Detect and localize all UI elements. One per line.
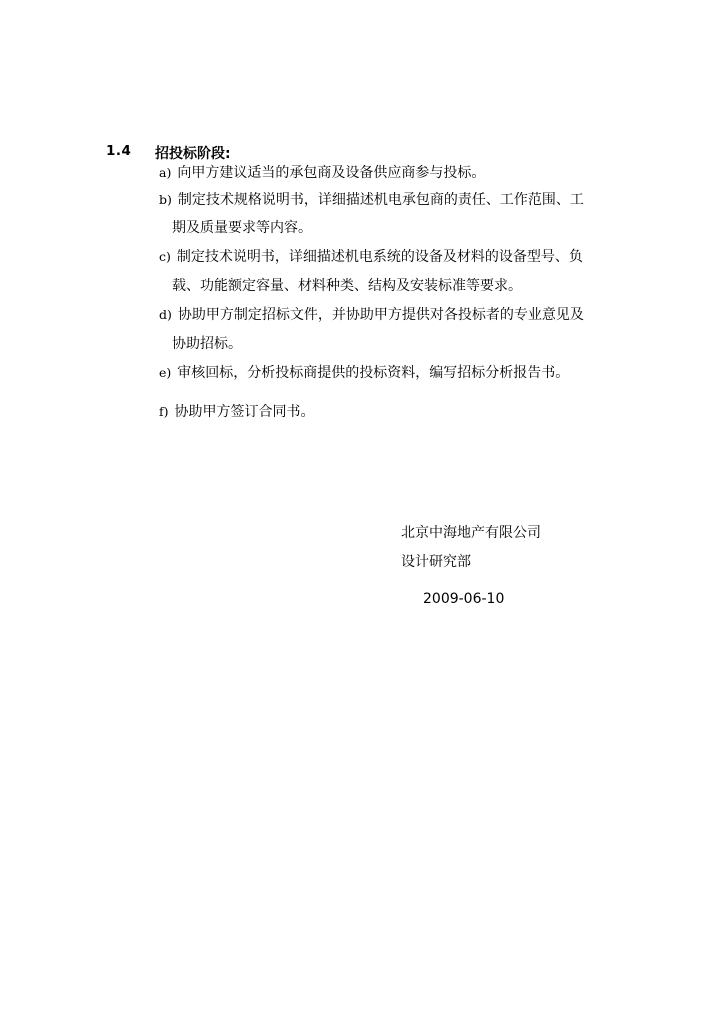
list-item-continuation: 协助招标。	[172, 336, 242, 352]
list-item-text: 制定技术规格说明书，详细描述机电承包商的责任、工作范围、工	[177, 192, 584, 208]
section-number: 1.4	[106, 143, 132, 159]
signature-date: 2009-06-10	[423, 591, 505, 607]
list-marker: a)	[159, 165, 172, 180]
list-marker: b)	[159, 192, 172, 207]
list-item-b	[159, 190, 584, 210]
list-item-text: 向甲方建议适当的承包商及设备供应商参与投标。	[177, 165, 486, 181]
list-item-d	[159, 305, 584, 325]
signature-company: 北京中海地产有限公司	[401, 525, 541, 541]
list-marker: d)	[159, 307, 172, 322]
list-item-text: 审核回标，分析投标商提供的投标资料，编写招标分析报告书。	[177, 365, 570, 381]
list-item-text: 制定技术说明书，详细描述机电系统的设备及材料的设备型号、负	[176, 249, 583, 265]
list-item-a	[159, 163, 485, 183]
list-item-text: 协助甲方制定招标文件，并协助甲方提供对各投标者的专业意见及	[177, 307, 584, 323]
signature-department: 设计研究部	[401, 554, 471, 570]
list-marker: f)	[159, 404, 169, 419]
list-item-continuation: 期及质量要求等内容。	[172, 220, 312, 236]
list-item-c	[159, 247, 583, 267]
list-item-text: 协助甲方签订合同书。	[174, 404, 315, 420]
list-item-continuation: 载、功能额定容量、材料种类、结构及安装标准等要求。	[172, 278, 522, 294]
list-marker: e)	[159, 365, 172, 380]
list-item-e	[159, 363, 569, 383]
section-title: 招投标阶段:	[155, 146, 231, 162]
list-marker: c)	[159, 249, 171, 264]
list-item-f	[159, 402, 315, 422]
